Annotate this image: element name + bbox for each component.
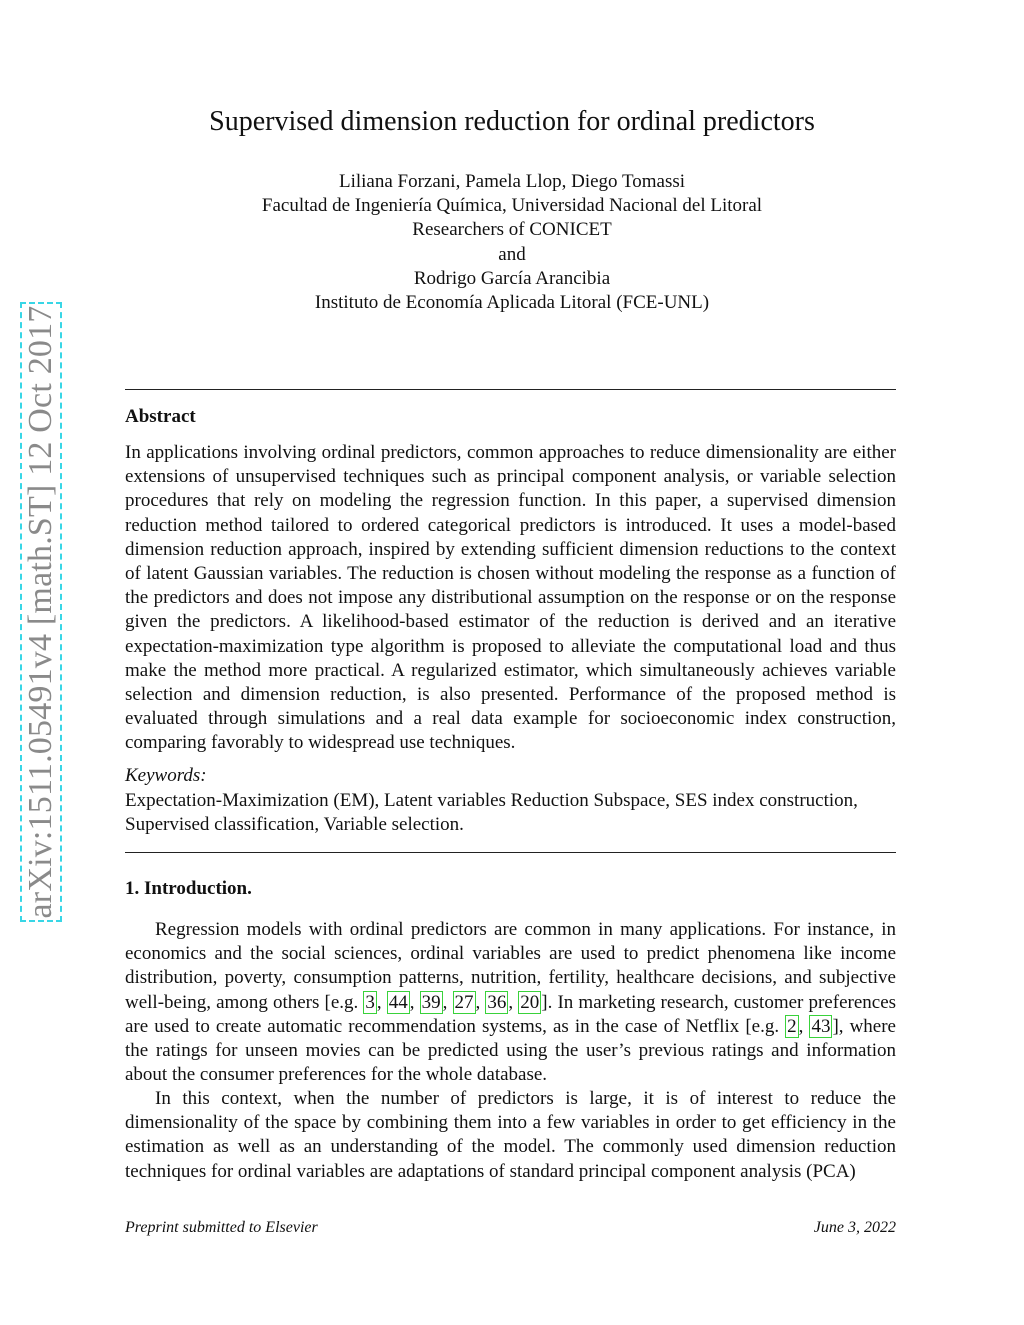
author-name-2: Rodrigo García Arancibia: [413, 267, 611, 289]
citation-link[interactable]: 2: [787, 1015, 797, 1037]
author-names: Liliana Forzani, Pamela Llop, Diego Tomassi: [338, 171, 686, 192]
citation-link[interactable]: 44: [388, 991, 408, 1013]
keywords-text: Expectation-Maximization (EM), Latent variables Reduction Subspace, SES index construction, Supervised classification, Variable selection.: [125, 790, 858, 836]
intro-p1-text-middle: ]. In marketing research, customer preferences are used to create automatic recommendation systems, as in the case of Netflix [e.g.: [125, 991, 897, 1037]
paper-title: Supervised dimension reduction for ordinal predictors: [209, 106, 815, 137]
intro-p1-text-end: ], where the ratings for unseen movies can be predicted using the user’s previous ratings and information about the consumer preferences for the whole database.: [125, 1015, 896, 1086]
affiliation-line-3: Instituto de Economía Aplicada Litoral (FCE-UNL): [314, 292, 710, 314]
affiliation-line-2: Researchers of CONICET: [412, 219, 612, 241]
citation-link[interactable]: 20: [520, 991, 540, 1013]
introduction-heading: 1. Introduction.: [125, 878, 252, 899]
affiliation-line-1: Facultad de Ingeniería Química, Universidad Nacional del Litoral: [261, 195, 763, 217]
footer-preprint-note: Preprint submitted to Elsevier: [125, 1219, 318, 1236]
abstract-bottom-rule: [125, 852, 896, 853]
footer-date: June 3, 2022: [813, 1219, 896, 1236]
citation-link[interactable]: 36: [487, 991, 507, 1013]
keywords-label: Keywords:: [125, 765, 207, 786]
intro-p1-text-start: Regression models with ordinal predictors are common in many applications. For instance, in economics and the social sciences, ordinal variables are used to predict phenomena like income distribution, poverty, consumption patterns, nutrition, fertility, healthcare decisions, and subjective well-being, among others [e.g.: [125, 919, 896, 1013]
abstract-text: In applications involving ordinal predictors, common approaches to reduce dimensionality are either extensions of unsupervised techniques such as principal component analysis, or variable selection procedures that rely on modeling the regression function. In this paper, a supervised dimension reduction method tailored to ordered categorical predictors is introduced. It uses a model-based dimension reduction approach, inspired by extending sufficient dimension reductions to the context of latent Gaussian variables. The reduction is chosen without modeling the response as a function of the predictors and does not impose any distributional assumption on the response or on the response given the predictors. A likelihood-based estimator of the reduction is derived and an iterative expectation-maximization type algorithm is proposed to alleviate the computational load and thus make the method more practical. A regularized estimator, which simultaneously achieves variable selection and dimension reduction, is also presented. Performance of the proposed method is evaluated through simulations and a real data example for socioeconomic index construction, comparing favorably to widespread use techniques.: [125, 442, 896, 754]
arxiv-identifier-stamp: [20, 302, 62, 922]
authors-affiliations: [0, 170, 1024, 315]
citation-link[interactable]: 3: [365, 991, 375, 1013]
abstract-top-rule: [125, 389, 896, 390]
arxiv-identifier-text: arXiv:1511.05491v4 [math.ST] 12 Oct 2017: [22, 305, 59, 919]
introduction-paragraph-2: In this context, when the number of predictors is large, it is of interest to reduce the dimensionality of the space by combining them into a few variables in order to get efficiency in the estimation as well as an understanding of the model. The commonly used dimension reduction techniques for ordinal variables are adaptations of standard principal component analysis (PCA): [125, 1088, 896, 1182]
citation-link[interactable]: 27: [454, 991, 474, 1013]
abstract-heading: Abstract: [125, 406, 196, 427]
introduction-paragraph-1: Regression models with ordinal predictors are common in many applications. For instance, in economics and the social sciences, ordinal variables are used to predict phenomena like income distribution, poverty, consumption patterns, nutrition, fertility, healthcare decisions, and subjective well-being, among others [e.g. 3 , 44 , 39 , 27 , 36 , 20 ]. In marketing research, customer preferences are used to create automatic recommendation systems, as in the case of Netflix [e.g. 2 , 43 ], where the ratings for unseen movies can be predicted using the user’s previous ratings and information about the consumer preferences for the whole database.: [125, 919, 897, 1086]
author-conjunction: and: [498, 243, 526, 265]
citation-link[interactable]: 43: [811, 1015, 831, 1037]
citation-link[interactable]: 39: [421, 991, 441, 1013]
